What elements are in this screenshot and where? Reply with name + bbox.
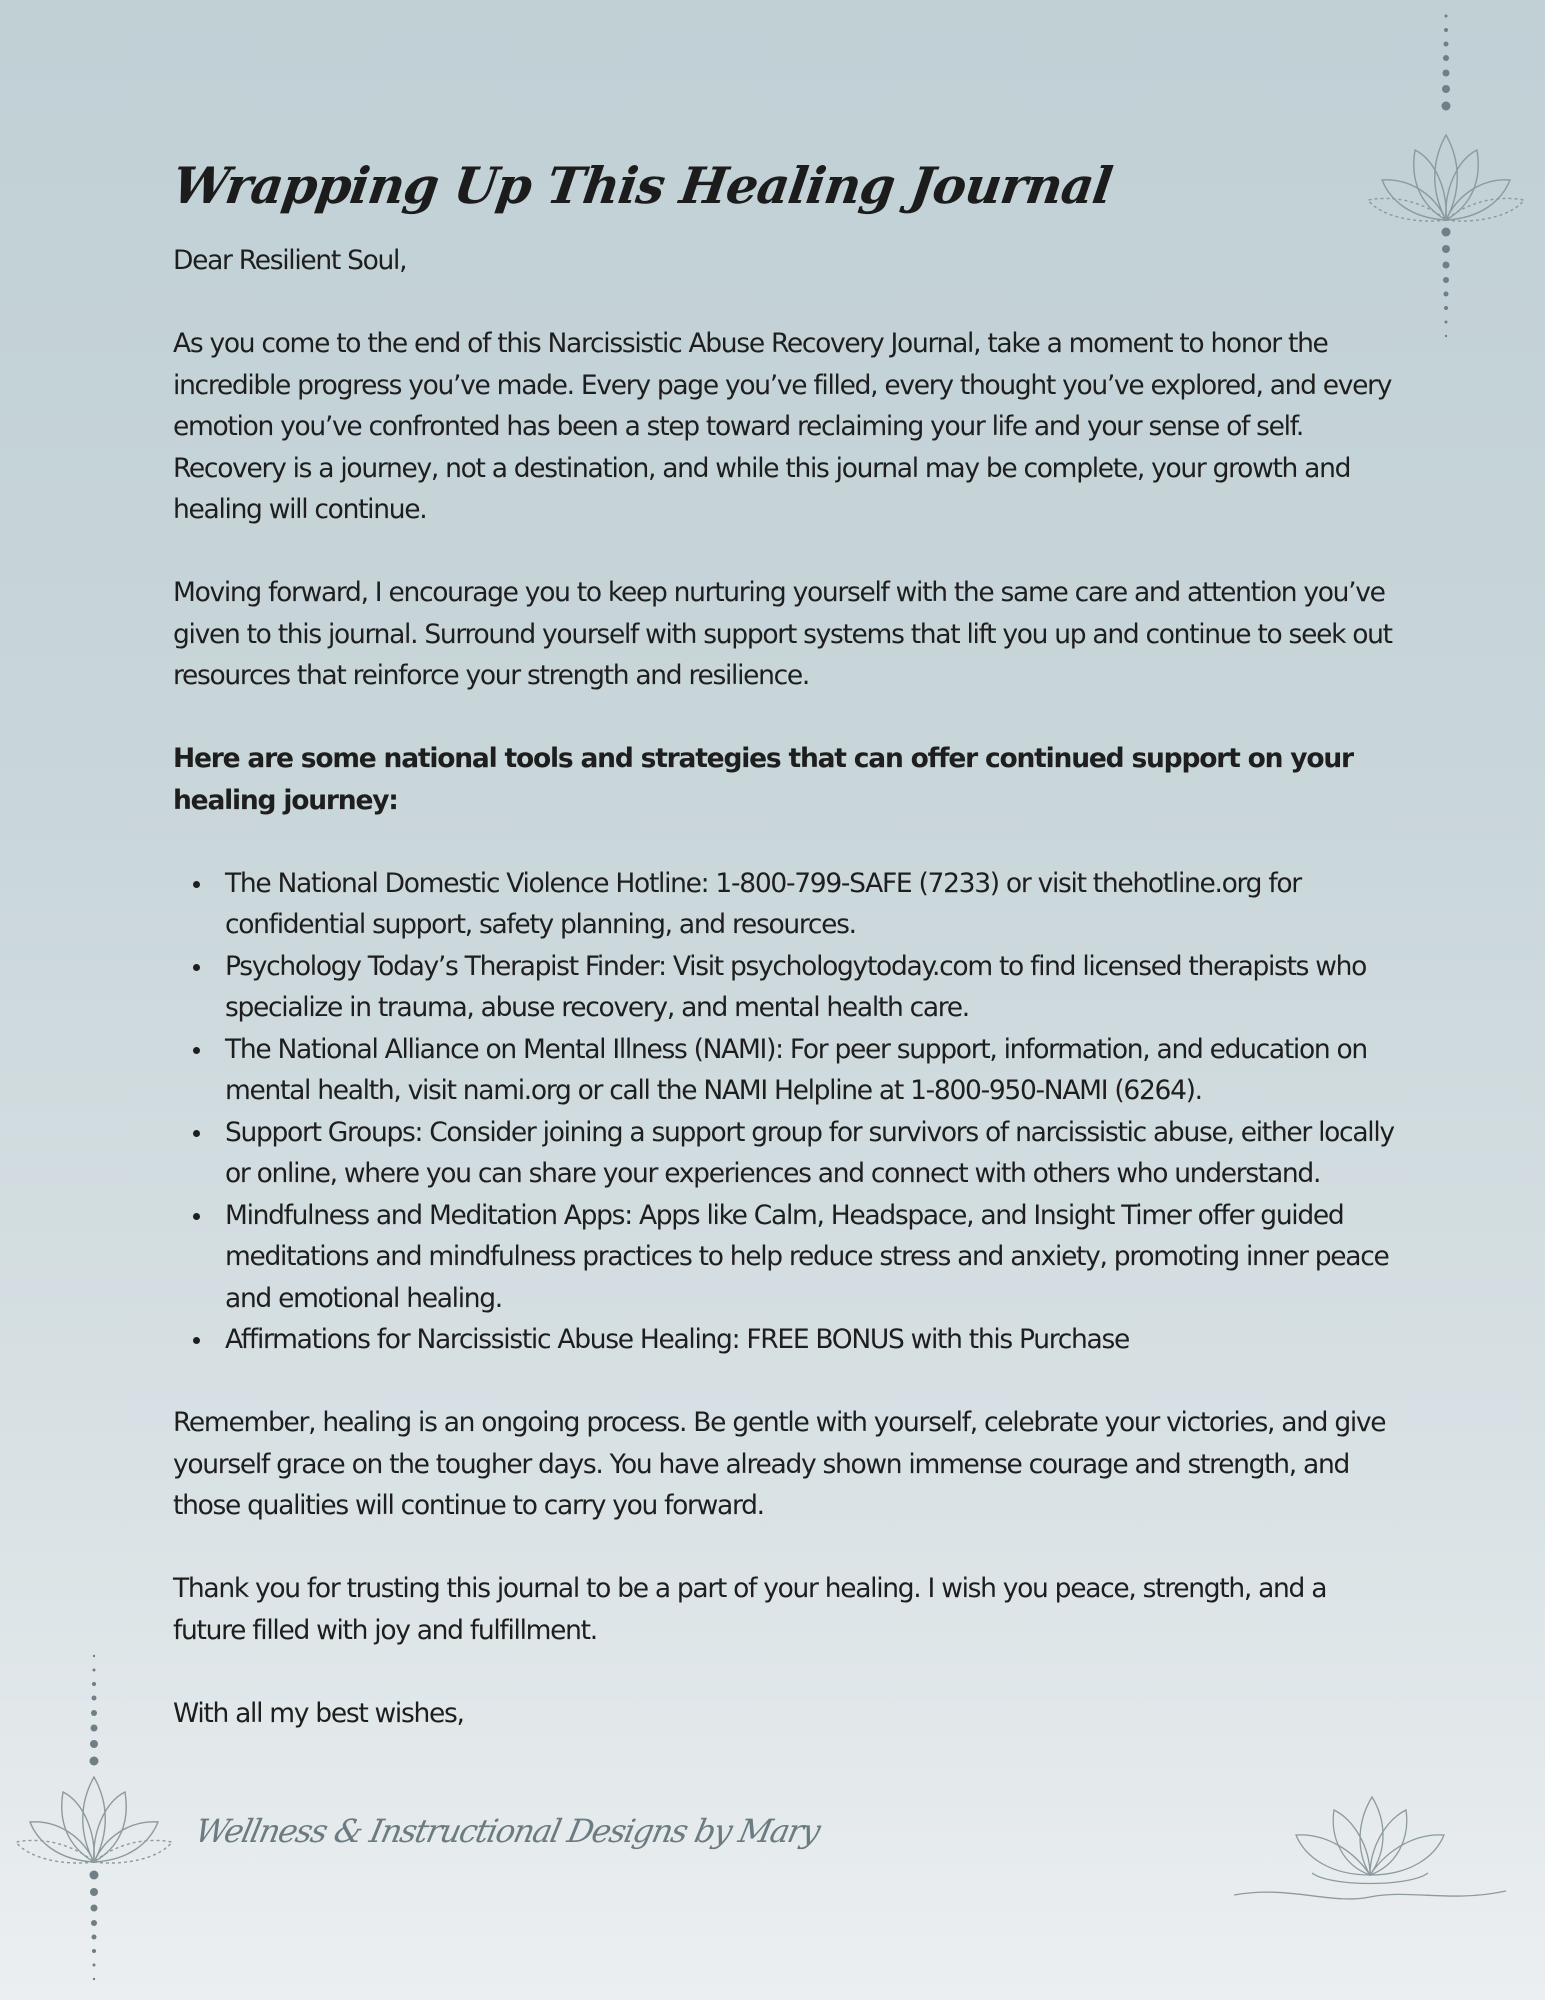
thanks-paragraph: Thank you for trusting this journal to be a part of your healing. I wish you peace, strength, and a future filled with joy and fulfillment. xyxy=(173,1573,1327,1646)
intro-paragraph: As you come to the end of this Narcissistic Abuse Recovery Journal, take a moment to honor the incredible progress you’ve made. Every page you’ve filled, every thought you’ve explored, and every emotion you’ve confronted has been a step toward reclaiming your life and your sense of self. Recovery is a journey, not a destination, and while this journal may be complete, your growth and healing will continue. xyxy=(173,328,1392,525)
lotus-icon xyxy=(16,1777,172,1863)
dotted-line-ornament xyxy=(1442,15,1451,338)
list-item: Support Groups: Consider joining a support group for survivors of narcissistic abuse, either locally or online, where you can share your experiences and connect with others who understand. xyxy=(225,1112,1403,1195)
list-item: The National Domestic Violence Hotline: 1-800-799-SAFE (7233) or visit thehotline.org for confidential support, safety planning, and resources. xyxy=(225,863,1403,946)
signature: Wellness & Instructional Designs by Mary xyxy=(191,1812,823,1850)
list-item: The National Alliance on Mental Illness (NAMI): For peer support, information, and education on mental health, visit nami.org or call the NAMI Helpline at 1-800-950-NAMI (6264). xyxy=(225,1029,1403,1112)
list-item: Psychology Today’s Therapist Finder: Visit psychologytoday.com to find licensed therapists who specialize in trauma, abuse recovery, and mental health care. xyxy=(225,946,1403,1029)
resources-lead: Here are some national tools and strategies that can offer continued support on your healing journey: xyxy=(173,743,1353,816)
list-item: Mindfulness and Meditation Apps: Apps like Calm, Headspace, and Insight Timer offer guided meditations and mindfulness practices to help reduce stress and anxiety, promoting inner peace and emotional healing. xyxy=(225,1195,1403,1320)
list-item: Affirmations for Narcissistic Abuse Healing: FREE BONUS with this Purchase xyxy=(225,1319,1403,1361)
remember-paragraph: Remember, healing is an ongoing process. Be gentle with yourself, celebrate your victories, and give yourself grace on the tougher days. You have already shown immense courage and strength, and those qualities will continue to carry you forward. xyxy=(173,1407,1386,1521)
lotus-line-art-icon xyxy=(1230,1775,1510,1915)
page-title: Wrapping Up This Healing Journal xyxy=(168,156,1116,215)
bottom-left-ornament xyxy=(8,1650,178,1990)
dotted-line-ornament xyxy=(90,1655,99,1980)
closing-line: With all my best wishes, xyxy=(173,1697,464,1729)
forward-paragraph: Moving forward, I encourage you to keep nurturing yourself with the same care and attention you’ve given to this journal. Surround yourself with support systems that lift you up and continue to seek out resources that reinforce your strength and resilience. xyxy=(173,577,1392,691)
greeting: Dear Resilient Soul, xyxy=(173,245,407,276)
resource-list xyxy=(173,863,1403,1361)
letter-content xyxy=(168,150,1403,1776)
